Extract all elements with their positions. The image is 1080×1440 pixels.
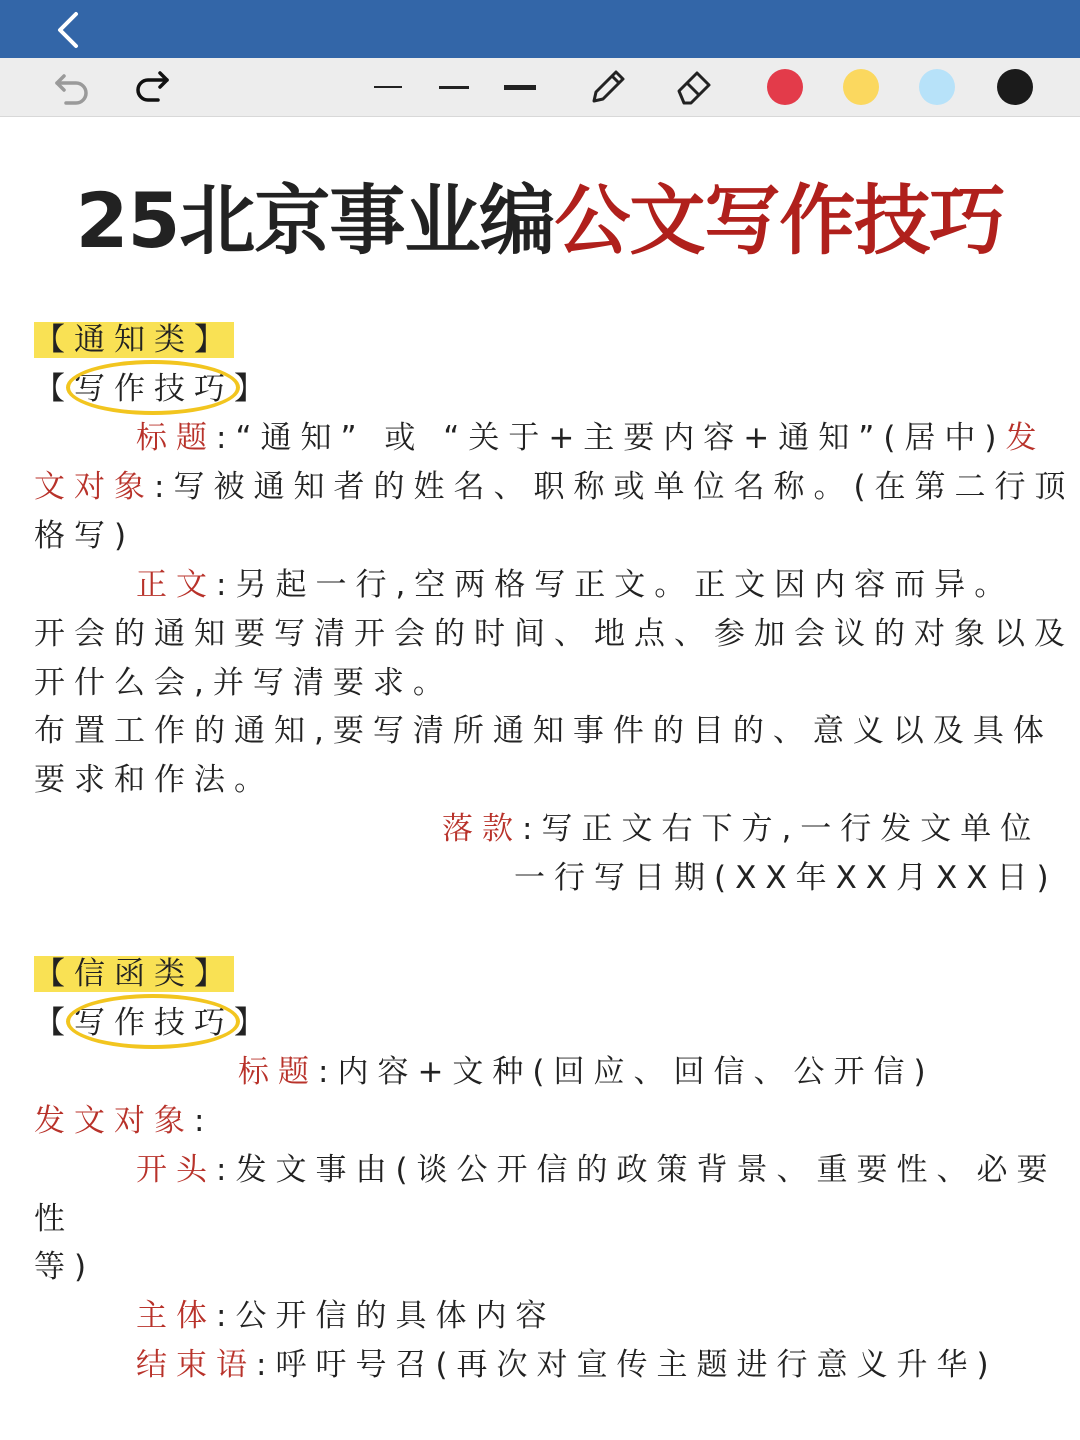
letter-tips-circled: 写作技巧	[74, 997, 234, 1042]
letter-title-text: :内容+文种(回应、回信、公开信)	[318, 1054, 935, 1090]
page-title	[0, 160, 1080, 269]
color-yellow-swatch[interactable]	[842, 58, 880, 116]
notice-sign-line	[442, 803, 1040, 848]
notice-target-label-a: 发	[1005, 420, 1046, 456]
bracket: 【	[34, 371, 74, 407]
notice-body-line2: 开会的通知要写清开会的时间、地点、参加会议的对象以及	[34, 616, 1074, 652]
undo-icon[interactable]	[50, 58, 94, 116]
thick-line-icon[interactable]	[500, 58, 540, 116]
letter-target-text: :	[194, 1103, 214, 1139]
notice-body-line3: 开什么会,并写清要求。	[34, 665, 453, 701]
letter-open-line2: 性	[34, 1201, 74, 1237]
notice-body-label: 正文	[136, 567, 216, 603]
letter-target-label: 发文对象	[34, 1103, 194, 1139]
notice-target-line	[34, 461, 1075, 506]
color-blue-swatch[interactable]	[918, 58, 956, 116]
notice-tips-circled: 写作技巧	[74, 363, 234, 408]
pencil-icon[interactable]	[584, 58, 632, 116]
letter-tips-heading	[34, 997, 274, 1042]
notice-sign-line2: 一行写日期(XX年XX月XX日)	[514, 860, 1058, 896]
notice-body-text: :另起一行,空两格写正文。正文因内容而异。	[216, 567, 1015, 603]
notice-body-line4: 布置工作的通知,要写清所通知事件的目的、意义以及具体	[34, 713, 1053, 749]
thin-line-icon[interactable]	[370, 58, 406, 116]
letter-open-line3: 等)	[34, 1249, 96, 1285]
notice-category	[34, 314, 234, 359]
notice-sign-label: 落款	[442, 811, 522, 847]
color-dot	[767, 69, 803, 105]
bracket: 】	[234, 1005, 274, 1041]
notice-sign-text: :写正文右下方,一行发文单位	[522, 811, 1041, 847]
notice-target-label-b: 文对象	[34, 469, 154, 505]
letter-open-line	[136, 1144, 1057, 1189]
back-icon[interactable]	[48, 8, 92, 52]
letter-main-text: :公开信的具体内容	[216, 1298, 556, 1334]
letter-end-label: 结束语	[136, 1347, 256, 1383]
color-red-swatch[interactable]	[766, 58, 804, 116]
letter-open-text: :发文事由(谈公开信的政策背景、重要性、必要	[216, 1152, 1057, 1188]
letter-title-line	[238, 1046, 935, 1091]
notice-body-line5: 要求和作法。	[34, 762, 274, 798]
title-part-black: 25北京事业编	[75, 176, 555, 265]
notice-tips-heading	[34, 363, 274, 408]
bracket: 【	[34, 1005, 74, 1041]
eraser-icon[interactable]	[670, 58, 718, 116]
title-part-red: 公文写作技巧	[554, 176, 1005, 265]
notice-body-line	[136, 559, 1014, 604]
notice-title-text: :“通知” 或 “关于+主要内容+通知”(居中)	[216, 420, 1006, 456]
medium-line-icon[interactable]	[436, 58, 472, 116]
notice-category-label: 【通知类】	[34, 322, 234, 358]
letter-end-text: :呼吁号召(再次对宣传主题进行意义升华)	[256, 1347, 998, 1383]
bracket: 】	[234, 371, 274, 407]
letter-main-line	[136, 1290, 555, 1335]
letter-end-line	[136, 1339, 998, 1384]
letter-open-label: 开头	[136, 1152, 216, 1188]
letter-category	[34, 948, 234, 993]
drawing-toolbar	[0, 58, 1080, 117]
letter-main-label: 主体	[136, 1298, 216, 1334]
notice-title-label: 标题	[136, 420, 216, 456]
notice-title-line	[136, 412, 1046, 457]
notice-target-line2: 格写)	[34, 518, 136, 554]
color-black-swatch[interactable]	[996, 58, 1034, 116]
redo-icon[interactable]	[130, 58, 174, 116]
letter-category-label: 【信函类】	[34, 956, 234, 992]
letter-title-label: 标题	[238, 1054, 318, 1090]
top-bar	[0, 0, 1080, 58]
letter-target-line	[34, 1095, 213, 1140]
notice-target-text: :写被通知者的姓名、职称或单位名称。(在第二行顶	[154, 469, 1075, 505]
